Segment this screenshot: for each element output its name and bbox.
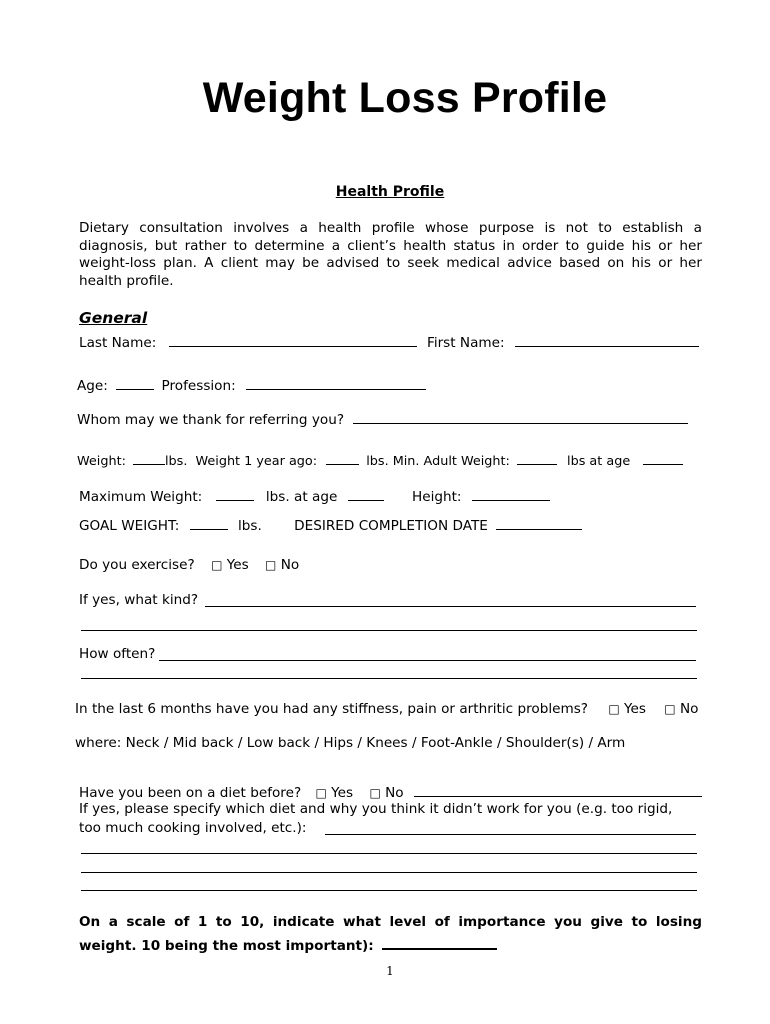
diet-no-label: No — [385, 785, 404, 801]
diet-no-checkbox[interactable]: □ — [369, 786, 381, 800]
exercise-question: Do you exercise? — [79, 557, 195, 573]
first-name-label: First Name: — [426, 335, 505, 351]
min-weight-age-field[interactable] — [643, 452, 683, 465]
age-field[interactable] — [116, 377, 154, 390]
age-profession-row — [77, 377, 426, 394]
importance-scale-question — [79, 910, 702, 958]
exercise-kind-field[interactable] — [205, 606, 696, 607]
diet-specify-field-2[interactable] — [81, 853, 697, 854]
last-name-label: Last Name: — [79, 335, 157, 351]
how-often-field-2[interactable] — [81, 678, 697, 679]
referral-label: Whom may we thank for referring you? — [77, 412, 345, 428]
section-heading-health-profile: Health Profile — [335, 184, 445, 200]
how-often-field[interactable] — [159, 660, 696, 661]
intro-paragraph: Dietary consultation involves a health profile whose purpose is not to establish a diagnosis, but rather to determine a client’s health status in order to guide his or her weight-loss plan. A client may be advised to seek medical advice based on his or her health profile. — [79, 220, 702, 289]
stiffness-row — [75, 701, 698, 717]
height-field[interactable] — [472, 488, 550, 501]
diet-yes-checkbox[interactable]: □ — [315, 786, 327, 800]
diet-specify-field-4[interactable] — [81, 890, 697, 891]
diet-yes-label: Yes — [331, 785, 354, 801]
goal-weight-field[interactable] — [190, 517, 228, 530]
weight-row — [77, 452, 683, 469]
first-name-field[interactable] — [515, 334, 699, 347]
lbs-at-age-label: lbs at age — [567, 454, 631, 469]
max-weight-row — [79, 488, 550, 505]
pain-location-options: where: Neck / Mid back / Low back / Hips / Knees / Foot-Ankle / Shoulder(s) / Arm — [75, 735, 626, 751]
importance-scale-field[interactable] — [382, 935, 497, 950]
how-often-label: How often? — [79, 646, 156, 662]
stiffness-question: In the last 6 months have you had any stiffness, pain or arthritic problems? — [75, 701, 589, 717]
exercise-kind-field-2[interactable] — [81, 630, 697, 631]
profession-field[interactable] — [246, 377, 426, 390]
diet-specify-text: If yes, please specify which diet and why you think it didn’t work for you (e.g. too rigid, — [79, 801, 673, 817]
height-label: Height: — [412, 489, 462, 505]
diet-specify-text-2: too much cooking involved, etc.): — [79, 820, 307, 836]
referral-field[interactable] — [353, 411, 688, 424]
weight-label: Weight: — [77, 454, 126, 469]
stiffness-no-label: No — [679, 701, 699, 717]
diet-row — [79, 784, 702, 801]
name-row — [79, 334, 699, 351]
completion-date-label: DESIRED COMPLETION DATE — [294, 518, 488, 534]
referral-row — [77, 411, 688, 428]
exercise-yes-label: Yes — [226, 557, 249, 573]
goal-lbs-label: lbs. — [238, 518, 262, 534]
stiffness-yes-checkbox[interactable]: □ — [608, 702, 620, 716]
goal-weight-label: GOAL WEIGHT: — [79, 518, 180, 534]
page-title: Weight Loss Profile — [202, 74, 608, 122]
last-name-field[interactable] — [169, 334, 417, 347]
exercise-no-checkbox[interactable]: □ — [265, 558, 277, 572]
stiffness-no-checkbox[interactable]: □ — [664, 702, 676, 716]
importance-scale-text: On a scale of 1 to 10, indicate what level of importance you give to losing weight. 10 being the most important): — [79, 914, 702, 954]
section-heading-general: General — [79, 309, 148, 327]
max-weight-label: Maximum Weight: — [79, 489, 203, 505]
weight-1yr-label: Weight 1 year ago: — [195, 454, 318, 469]
weight-field[interactable] — [133, 452, 165, 465]
exercise-no-label: No — [280, 557, 300, 573]
weight-lbs-label: lbs. — [164, 454, 188, 469]
weight-1yr-field[interactable] — [326, 452, 359, 465]
goal-weight-row — [79, 517, 582, 534]
age-label: Age: — [77, 378, 108, 394]
max-weight-field[interactable] — [216, 488, 254, 501]
profession-label: Profession: — [161, 378, 236, 394]
exercise-yes-checkbox[interactable]: □ — [211, 558, 223, 572]
stiffness-yes-label: Yes — [624, 701, 646, 717]
max-weight-age-field[interactable] — [348, 488, 384, 501]
completion-date-field[interactable] — [496, 517, 582, 530]
min-adult-weight-field[interactable] — [517, 452, 557, 465]
exercise-kind-label: If yes, what kind? — [79, 592, 199, 608]
diet-specify-field[interactable] — [325, 834, 696, 835]
diet-specify-field-3[interactable] — [81, 872, 697, 873]
exercise-row — [79, 557, 299, 573]
diet-field[interactable] — [414, 784, 702, 797]
min-adult-weight-label: lbs. Min. Adult Weight: — [366, 454, 510, 469]
max-lbs-at-age-label: lbs. at age — [265, 489, 338, 505]
diet-question: Have you been on a diet before? — [79, 785, 302, 801]
page-number: 1 — [386, 964, 394, 978]
